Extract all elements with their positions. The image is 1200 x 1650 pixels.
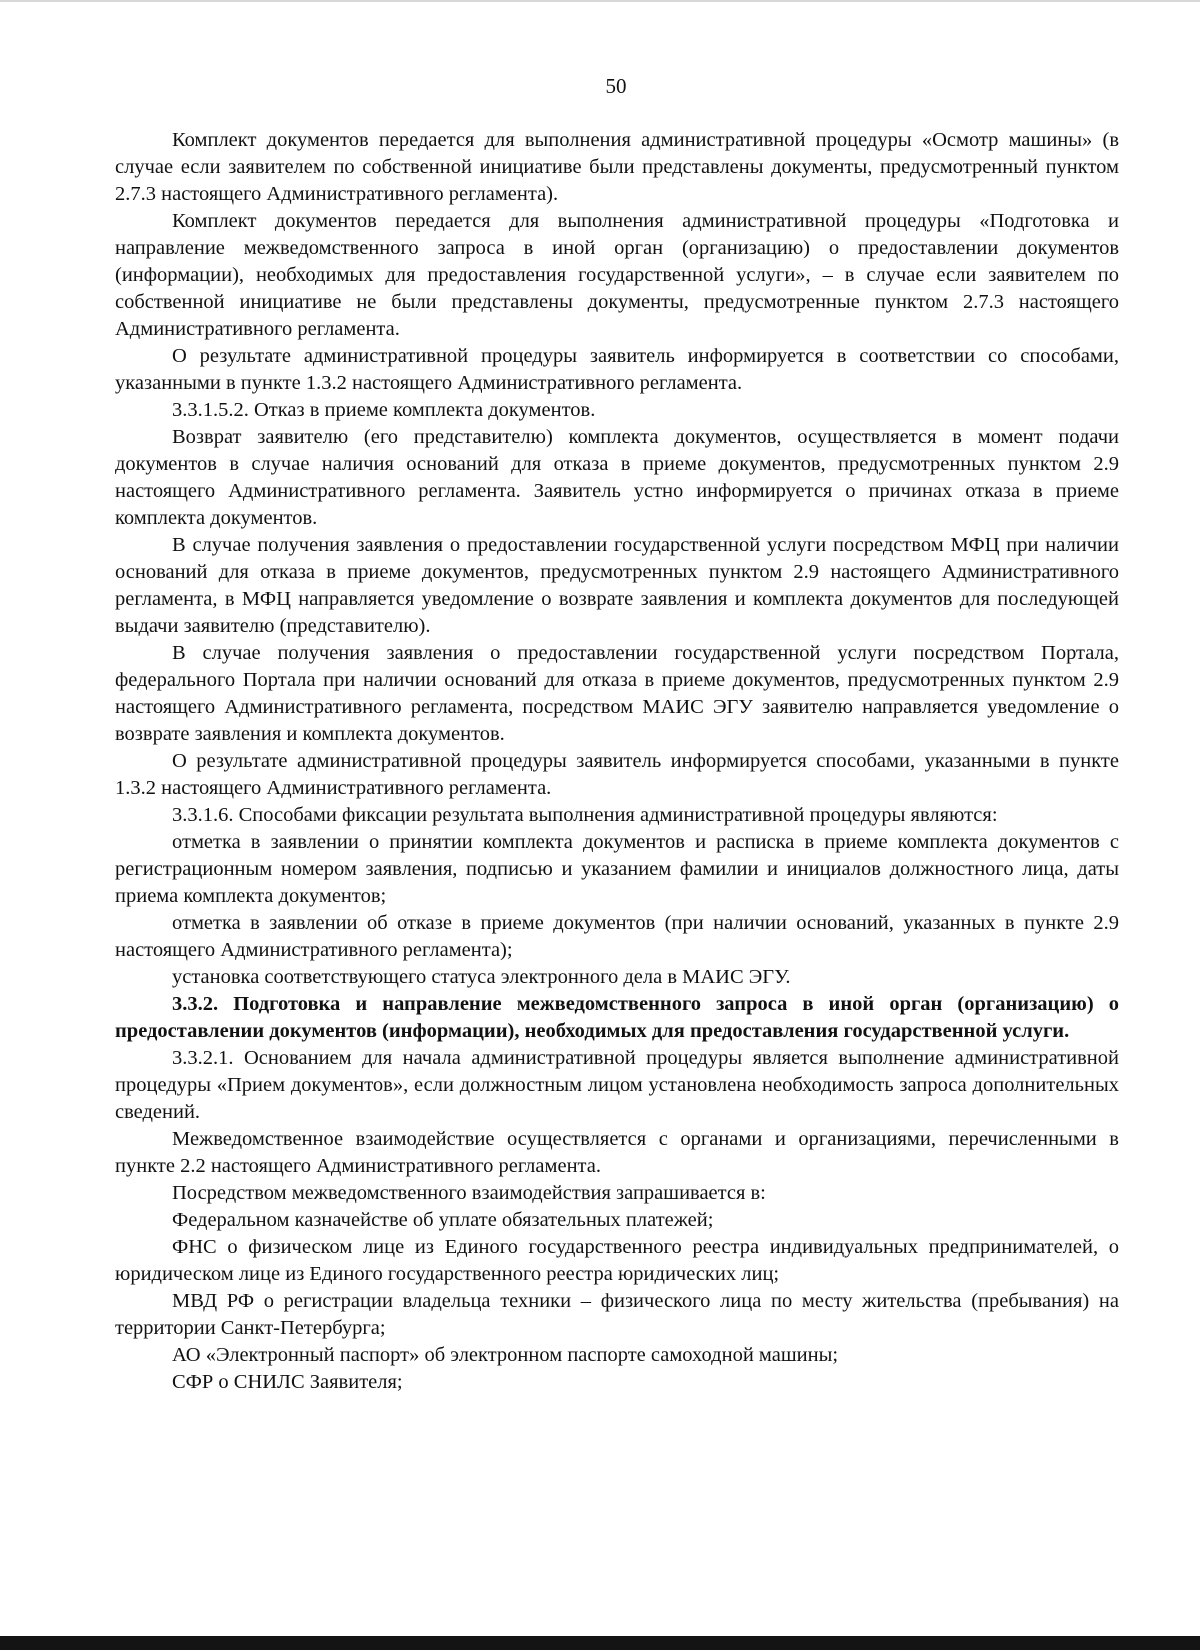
paragraph: МВД РФ о регистрации владельца техники – физического лица по месту жительства (пребывания) на территории Санкт-Петербурга; <box>115 1290 1119 1339</box>
paragraph: 3.3.2.1. Основанием для начала административной процедуры является выполнение административной процедуры «Прием документов», если должностным лицом установлена необходимость запроса дополнительных сведений. <box>115 1047 1119 1123</box>
paragraph: Федеральном казначействе об уплате обязательных платежей; <box>172 1209 714 1231</box>
paragraph: В случае получения заявления о предоставлении государственной услуги посредством Портала, федерального Портала при наличии оснований для отказа в приеме документов, предусмотренных пунктом 2.9 настоящего Административного регламента, посредством МАИС ЭГУ заявителю направляется уведомление о возврате заявления и комплекта документов. <box>115 642 1119 745</box>
paragraph: отметка в заявлении об отказе в приеме документов (при наличии оснований, указанных в пункте 2.9 настоящего Административного регламента); <box>115 912 1119 961</box>
paragraph: Межведомственное взаимодействие осуществляется с органами и организациями, перечисленными в пункте 2.2 настоящего Административного регламента. <box>115 1128 1119 1177</box>
section-heading: 3.3.2. Подготовка и направление межведомственного запроса в иной орган (организацию) о предоставлении документов (информации), необходимых для предоставления государственной услуги. <box>115 993 1119 1042</box>
document-body <box>115 127 1119 1396</box>
paragraph: установка соответствующего статуса электронного дела в МАИС ЭГУ. <box>172 966 791 988</box>
scan-bottom-edge <box>0 1636 1200 1650</box>
paragraph: 3.3.1.5.2. Отказ в приеме комплекта документов. <box>172 399 596 421</box>
paragraph: Комплект документов передается для выполнения административной процедуры «Подготовка и направление межведомственного запроса в иной орган (организацию) о предоставлении документов (информации), необходимых для предоставления государственной услуги», – в случае если заявителем по собственной инициативе не были представлены документы, предусмотренные пунктом 2.7.3 настоящего Административного регламента. <box>115 210 1119 340</box>
paragraph: 3.3.1.6. Способами фиксации результата выполнения административной процедуры являются: <box>172 804 998 826</box>
paragraph: Посредством межведомственного взаимодействия запрашивается в: <box>172 1182 766 1204</box>
paragraph: Возврат заявителю (его представителю) комплекта документов, осуществляется в момент подачи документов в случае наличия оснований для отказа в приеме документов, предусмотренных пунктом 2.9 настоящего Административного регламента. Заявитель устно информируется о причинах отказа в приеме комплекта документов. <box>115 426 1119 529</box>
paragraph: О результате административной процедуры заявитель информируется способами, указанными в пункте 1.3.2 настоящего Административного регламента. <box>115 750 1119 799</box>
paragraph: Комплект документов передается для выполнения административной процедуры «Осмотр машины» (в случае если заявителем по собственной инициативе были представлены документы, предусмотренный пунктом 2.7.3 настоящего Административного регламента). <box>115 129 1119 205</box>
page-number: 50 <box>605 74 627 98</box>
paragraph: СФР о СНИЛС Заявителя; <box>172 1371 403 1393</box>
scan-top-edge <box>0 0 1200 2</box>
paragraph: АО «Электронный паспорт» об электронном паспорте самоходной машины; <box>172 1344 839 1366</box>
paragraph: отметка в заявлении о принятии комплекта документов и расписка в приеме комплекта документов с регистрационным номером заявления, подписью и указанием фамилии и инициалов должностного лица, даты приема комплекта документов; <box>115 831 1119 907</box>
paragraph: ФНС о физическом лице из Единого государственного реестра индивидуальных предпринимателей, о юридическом лице из Единого государственного реестра юридических лиц; <box>115 1236 1119 1285</box>
paragraph: В случае получения заявления о предоставлении государственной услуги посредством МФЦ при наличии оснований для отказа в приеме документов, предусмотренных пунктом 2.9 настоящего Административного регламента, в МФЦ направляется уведомление о возврате заявления и комплекта документов для последующей выдачи заявителю (представителю). <box>115 534 1119 637</box>
paragraph: О результате административной процедуры заявитель информируется в соответствии со способами, указанными в пункте 1.3.2 настоящего Административного регламента. <box>115 345 1119 394</box>
